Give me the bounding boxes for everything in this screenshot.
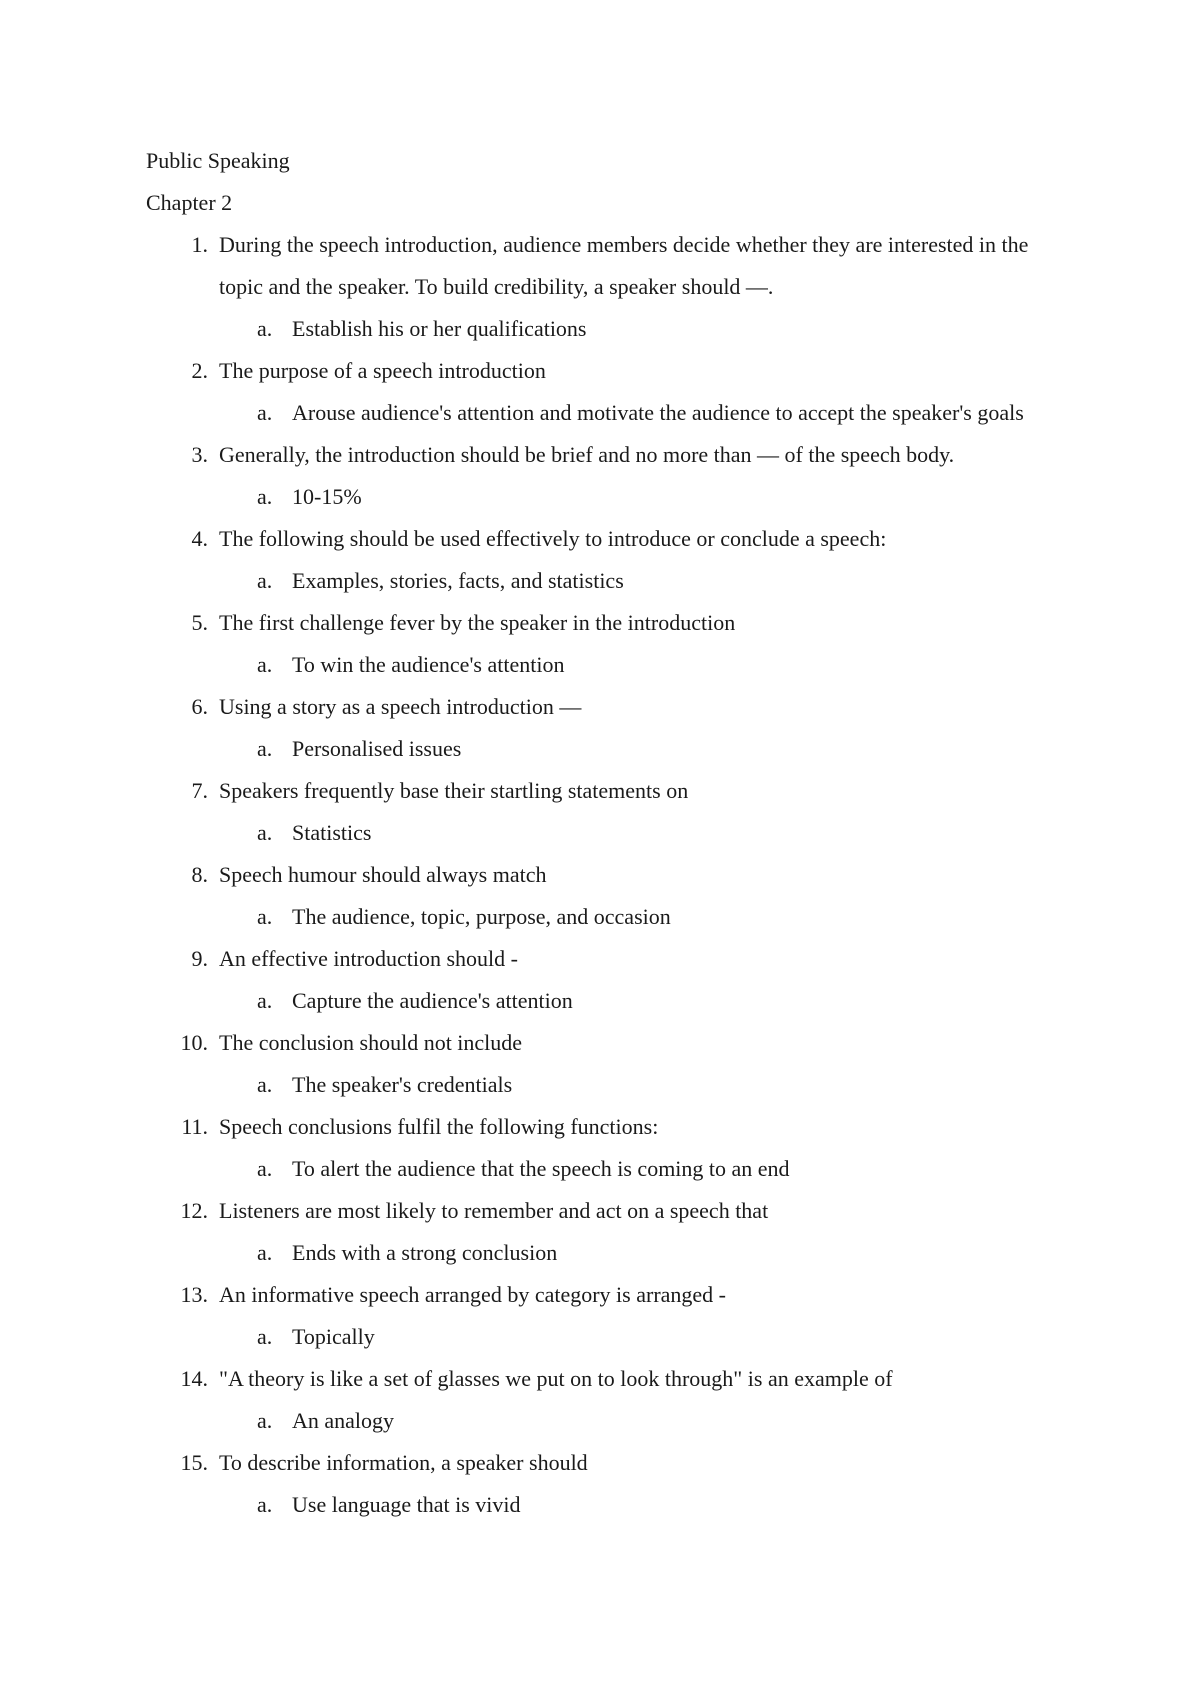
question-text: The purpose of a speech introduction xyxy=(219,358,546,383)
question-number: 5. xyxy=(191,610,208,635)
question-text: An effective introduction should - xyxy=(219,946,518,971)
question-number: 8. xyxy=(191,862,208,887)
answer-text: Ends with a strong conclusion xyxy=(292,1240,558,1265)
answer-letter: a. xyxy=(257,400,273,425)
answer-text: Topically xyxy=(292,1324,375,1349)
answer-list xyxy=(219,308,1076,350)
question-list xyxy=(146,224,1076,1526)
answer-text: The audience, topic, purpose, and occasion xyxy=(292,904,671,929)
answer-item xyxy=(219,1400,1076,1442)
question-text: The conclusion should not include xyxy=(219,1030,523,1055)
question-item xyxy=(146,518,1076,602)
answer-list xyxy=(219,1316,1076,1358)
answer-list xyxy=(219,392,1076,434)
question-item xyxy=(146,350,1076,434)
answer-text: To win the audience's attention xyxy=(292,652,565,677)
answer-list xyxy=(219,812,1076,854)
question-text: An informative speech arranged by category is arranged - xyxy=(219,1282,726,1307)
question-text: Using a story as a speech introduction — xyxy=(219,694,582,719)
answer-item xyxy=(219,644,1076,686)
answer-text: Statistics xyxy=(292,820,372,845)
answer-list xyxy=(219,1232,1076,1274)
question-number: 15. xyxy=(180,1450,208,1475)
answer-item xyxy=(219,392,1076,434)
answer-list xyxy=(219,728,1076,770)
answer-text: Arouse audience's attention and motivate the audience to accept the speaker's goals xyxy=(292,400,1024,425)
question-number: 11. xyxy=(181,1114,208,1139)
question-item xyxy=(146,854,1076,938)
question-item xyxy=(146,938,1076,1022)
answer-letter: a. xyxy=(257,484,273,509)
question-item xyxy=(146,686,1076,770)
answer-item xyxy=(219,476,1076,518)
answer-letter: a. xyxy=(257,904,273,929)
question-text: Generally, the introduction should be brief and no more than — of the speech body. xyxy=(219,442,955,467)
question-item xyxy=(146,1106,1076,1190)
answer-item xyxy=(219,812,1076,854)
question-item xyxy=(146,1442,1076,1526)
answer-letter: a. xyxy=(257,316,273,341)
answer-list xyxy=(219,896,1076,938)
question-text: The following should be used effectively to introduce or conclude a speech: xyxy=(219,526,887,551)
question-text: During the speech introduction, audience members decide whether they are interested in the topic and the speaker. To build credibility, a speaker should —. xyxy=(219,232,1029,299)
answer-letter: a. xyxy=(257,1408,273,1433)
question-item xyxy=(146,602,1076,686)
answer-list xyxy=(219,1148,1076,1190)
answer-item xyxy=(219,1148,1076,1190)
document-title: Public Speaking xyxy=(146,148,290,173)
question-number: 2. xyxy=(191,358,208,383)
answer-list xyxy=(219,980,1076,1022)
answer-text: Personalised issues xyxy=(292,736,462,761)
question-text: "A theory is like a set of glasses we put on to look through" is an example of xyxy=(219,1366,893,1391)
question-item xyxy=(146,1274,1076,1358)
answer-letter: a. xyxy=(257,1072,273,1097)
answer-text: 10-15% xyxy=(292,484,362,509)
question-text: Speech conclusions fulfil the following functions: xyxy=(219,1114,659,1139)
answer-letter: a. xyxy=(257,736,273,761)
question-text: Speech humour should always match xyxy=(219,862,547,887)
answer-item xyxy=(219,1484,1076,1526)
question-text: Listeners are most likely to remember and act on a speech that xyxy=(219,1198,769,1223)
answer-letter: a. xyxy=(257,1492,273,1517)
question-number: 7. xyxy=(191,778,208,803)
question-number: 1. xyxy=(191,232,208,257)
question-number: 6. xyxy=(191,694,208,719)
answer-list xyxy=(219,644,1076,686)
answer-letter: a. xyxy=(257,988,273,1013)
answer-letter: a. xyxy=(257,652,273,677)
answer-list xyxy=(219,1484,1076,1526)
question-number: 13. xyxy=(180,1282,208,1307)
question-number: 14. xyxy=(180,1366,208,1391)
answer-list xyxy=(219,476,1076,518)
question-item xyxy=(146,1358,1076,1442)
question-item xyxy=(146,224,1076,350)
question-item xyxy=(146,1022,1076,1106)
answer-text: Examples, stories, facts, and statistics xyxy=(292,568,624,593)
answer-text: Establish his or her qualifications xyxy=(292,316,587,341)
answer-list xyxy=(219,1064,1076,1106)
answer-text: The speaker's credentials xyxy=(292,1072,513,1097)
answer-list xyxy=(219,560,1076,602)
answer-letter: a. xyxy=(257,820,273,845)
answer-item xyxy=(219,980,1076,1022)
answer-text: An analogy xyxy=(292,1408,395,1433)
question-text: To describe information, a speaker should xyxy=(219,1450,588,1475)
answer-item xyxy=(219,896,1076,938)
answer-letter: a. xyxy=(257,1324,273,1349)
document-body xyxy=(146,140,1076,1526)
answer-text: Capture the audience's attention xyxy=(292,988,573,1013)
answer-text: To alert the audience that the speech is coming to an end xyxy=(292,1156,790,1181)
question-number: 9. xyxy=(191,946,208,971)
question-number: 4. xyxy=(191,526,208,551)
answer-item xyxy=(219,308,1076,350)
answer-text: Use language that is vivid xyxy=(292,1492,521,1517)
answer-letter: a. xyxy=(257,1240,273,1265)
chapter-heading: Chapter 2 xyxy=(146,190,233,215)
answer-item xyxy=(219,1232,1076,1274)
question-number: 3. xyxy=(191,442,208,467)
question-item xyxy=(146,434,1076,518)
answer-item xyxy=(219,560,1076,602)
question-text: The first challenge fever by the speaker in the introduction xyxy=(219,610,736,635)
answer-item xyxy=(219,728,1076,770)
answer-item xyxy=(219,1316,1076,1358)
question-text: Speakers frequently base their startling statements on xyxy=(219,778,689,803)
answer-letter: a. xyxy=(257,1156,273,1181)
answer-item xyxy=(219,1064,1076,1106)
question-item xyxy=(146,770,1076,854)
question-number: 12. xyxy=(180,1198,208,1223)
question-number: 10. xyxy=(180,1030,208,1055)
question-item xyxy=(146,1190,1076,1274)
answer-list xyxy=(219,1400,1076,1442)
answer-letter: a. xyxy=(257,568,273,593)
